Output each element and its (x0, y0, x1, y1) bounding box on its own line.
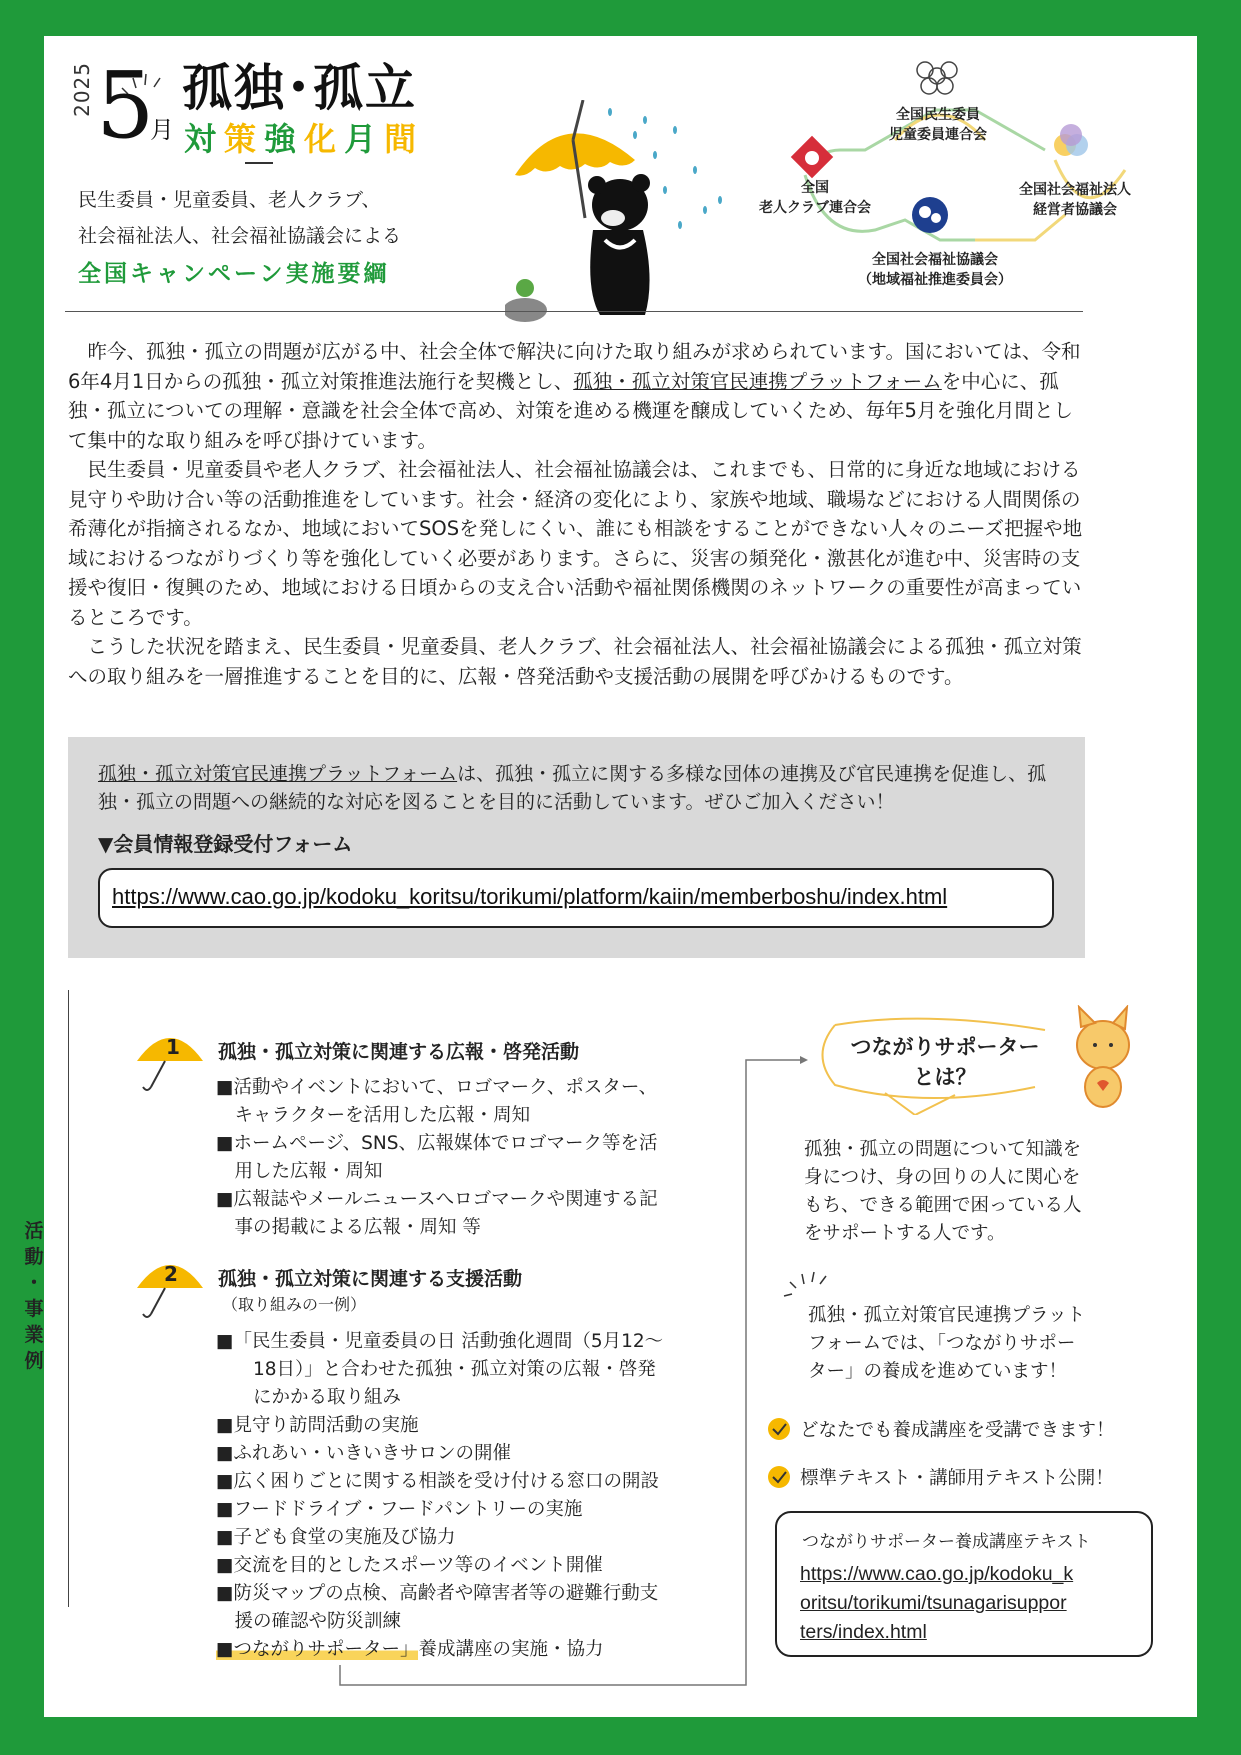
section-2-title: 孤独・孤立対策に関連する支援活動 (218, 1268, 523, 1290)
platform-description: 孤独・孤立対策官民連携プラットフォームは、孤独・孤立に関する多様な団体の連携及び官民連携を促進し、孤独・孤立の問題への継続的な対応を図ることを目的に活動しています。ぜひご加入ください！ (98, 763, 1047, 813)
platform-link[interactable]: 孤独・孤立対策官民連携プラットフォーム (573, 369, 942, 393)
form-heading: ▼会員情報登録受付フォーム (98, 832, 353, 856)
section-2-subtitle: （取り組みの一例） (222, 1295, 367, 1314)
activities-vline (68, 990, 69, 1607)
connector-line (330, 1050, 810, 1690)
month-number: 5 (96, 52, 155, 159)
intro-text: 昨今、孤独・孤立の問題が広がる中、社会全体で解決に向けた取り組みが求められています。国においては、令和6年4月1日からの孤独・孤立対策推進法施行を契機とし、孤独・孤立対策官民連携プラットフォームを中心に、孤独・孤立についての理解・意識を社会全体で高め、対策を進める機運を醸成していくため、毎年5月を強化月間として集中的な取り組みを呼び掛けています。 民生委員・児童委員や老人クラブ、社会福祉法人、社会福祉協議会は、これまでも、日常的に身近な地域における見守りや助け合い等の活動推進をしています。社会・経済の変化により、家族や地域、職場などにおける人間関係の希薄化が指摘されるなか、地域においてSOSを発しにくい、誰にも相談をすることができない人々のニーズ把握や地域におけるつながりづくり等を強化していく必要があります。さらに、災害の頻発化・激甚化が進む中、災害時の支援や復旧・復興のため、地域における日頃からの支え合い活動や福祉関係機関のネットワークの重要性が高まっているところです。 こうした状況を踏まえ、民生委員・児童委員、老人クラブ、社会福祉法人、社会福祉協議会による孤独・孤立対策への取り組みを一層推進することを目的に、広報・啓発活動や支援活動の展開を呼びかけるものです。 (68, 340, 1083, 688)
header-divider (65, 311, 1083, 312)
flower-logo (917, 62, 957, 94)
check-icon (766, 1416, 792, 1442)
divider (245, 162, 273, 164)
activities-side-label: 活 動 ・ 事 業 例 (24, 1220, 44, 1372)
platform-link[interactable]: 孤独・孤立対策官民連携プラットフォーム (98, 763, 458, 785)
member-form-link[interactable]: https://www.cao.go.jp/kodoku_koritsu/torikumi/platform/kaiin/memberboshu/index.html (112, 884, 948, 909)
cat-mascot-illustration (1065, 1005, 1145, 1115)
page-subtitle-colored (184, 114, 424, 160)
year: 2025 (70, 62, 94, 117)
textbook-title: つながりサポーター養成講座テキスト (802, 1532, 1091, 1552)
section-2-number: 2 (164, 1262, 178, 1286)
check-item-2: 標準テキスト・講師用テキスト公開！ (800, 1468, 1114, 1489)
month-label: 月 (150, 116, 174, 144)
title-char: 間 (384, 120, 425, 158)
list-item: ■子ども食堂の実施及び協力 (216, 1527, 456, 1548)
list-item: ■ふれあい・いきいきサロンの開催 (216, 1443, 511, 1464)
list-item: ■見守り訪問活動の実施 (216, 1415, 419, 1436)
check-item-1: どなたでも養成講座を受講できます！ (800, 1420, 1115, 1441)
list-item: ■フードドライブ・フードパントリーの実施 (216, 1499, 583, 1520)
section-1-title: 孤独・孤立対策に関連する広報・啓発活動 (218, 1041, 580, 1063)
check-icon (766, 1464, 792, 1490)
organizers-text: 民生委員・児童委員、老人クラブ、 社会福祉法人、社会福祉協議会による (78, 189, 402, 247)
list-item: ■防災マップの点検、高齢者や障害者等の避難行動支 援の確認や防災訓練 (216, 1583, 659, 1632)
list-item: ■つながりサポーター」養成講座の実施・協力 (216, 1639, 604, 1660)
supporter-heading: つながりサポーター とは？ (850, 1035, 1040, 1089)
org-keieisha: 全国社会福祉法人 経営者協議会 (1019, 182, 1131, 218)
list-item: ■「民生委員・児童委員の日 活動強化週間（5月12～ 18日）」と合わせた孤独・孤立対策の広報・啓発 にかかる取り組み (216, 1331, 664, 1408)
list-item: ■交流を目的としたスポーツ等のイベント開催 (216, 1555, 603, 1576)
supporter-description: 孤独・孤立の問題について知識を 身につけ、身の回りの人に関心を もち、できる範囲で困っている人 をサポートする人です。 (804, 1139, 1082, 1244)
bear-umbrella-illustration (505, 100, 725, 325)
list-item: ■広報誌やメールニュースへロゴマークや関連する記 事の掲載による広報・周知 等 (216, 1189, 658, 1238)
section-1-number: 1 (166, 1035, 180, 1059)
title-char: 対 (184, 120, 225, 158)
org-shakyo: 全国社会福祉協議会 （地域福祉推進委員会） (858, 252, 1012, 288)
title-char: 策 (224, 120, 265, 158)
campaign-title: 全国キャンペーン実施要綱 (78, 261, 390, 287)
textbook-link[interactable]: https://www.cao.go.jp/kodoku_k oritsu/torikumi/tsunagarisuppor ters/index.html (800, 1563, 1074, 1643)
list-item: ■広く困りごとに関する相談を受け付ける窓口の開設 (216, 1471, 659, 1492)
org-minsei: 全国民生委員 児童委員連合会 (889, 107, 987, 143)
list-item: ■活動やイベントにおいて、ロゴマーク、ポスター、 キャラクターを活用した広報・周知 (216, 1077, 658, 1126)
page-title: 孤独･孤立 (182, 59, 417, 117)
title-char: 強 (264, 120, 305, 158)
title-char: 月 (344, 120, 385, 158)
title-char: 化 (304, 120, 345, 158)
list-item: ■ホームページ、SNS、広報媒体でロゴマーク等を活 用した広報・周知 (216, 1133, 658, 1182)
org-rojin-club: 全国 老人クラブ連合会 (759, 180, 871, 216)
platform-note: 孤独・孤立対策官民連携プラット フォームでは、「つながりサポー ター」の養成を進めています！ (808, 1305, 1086, 1382)
